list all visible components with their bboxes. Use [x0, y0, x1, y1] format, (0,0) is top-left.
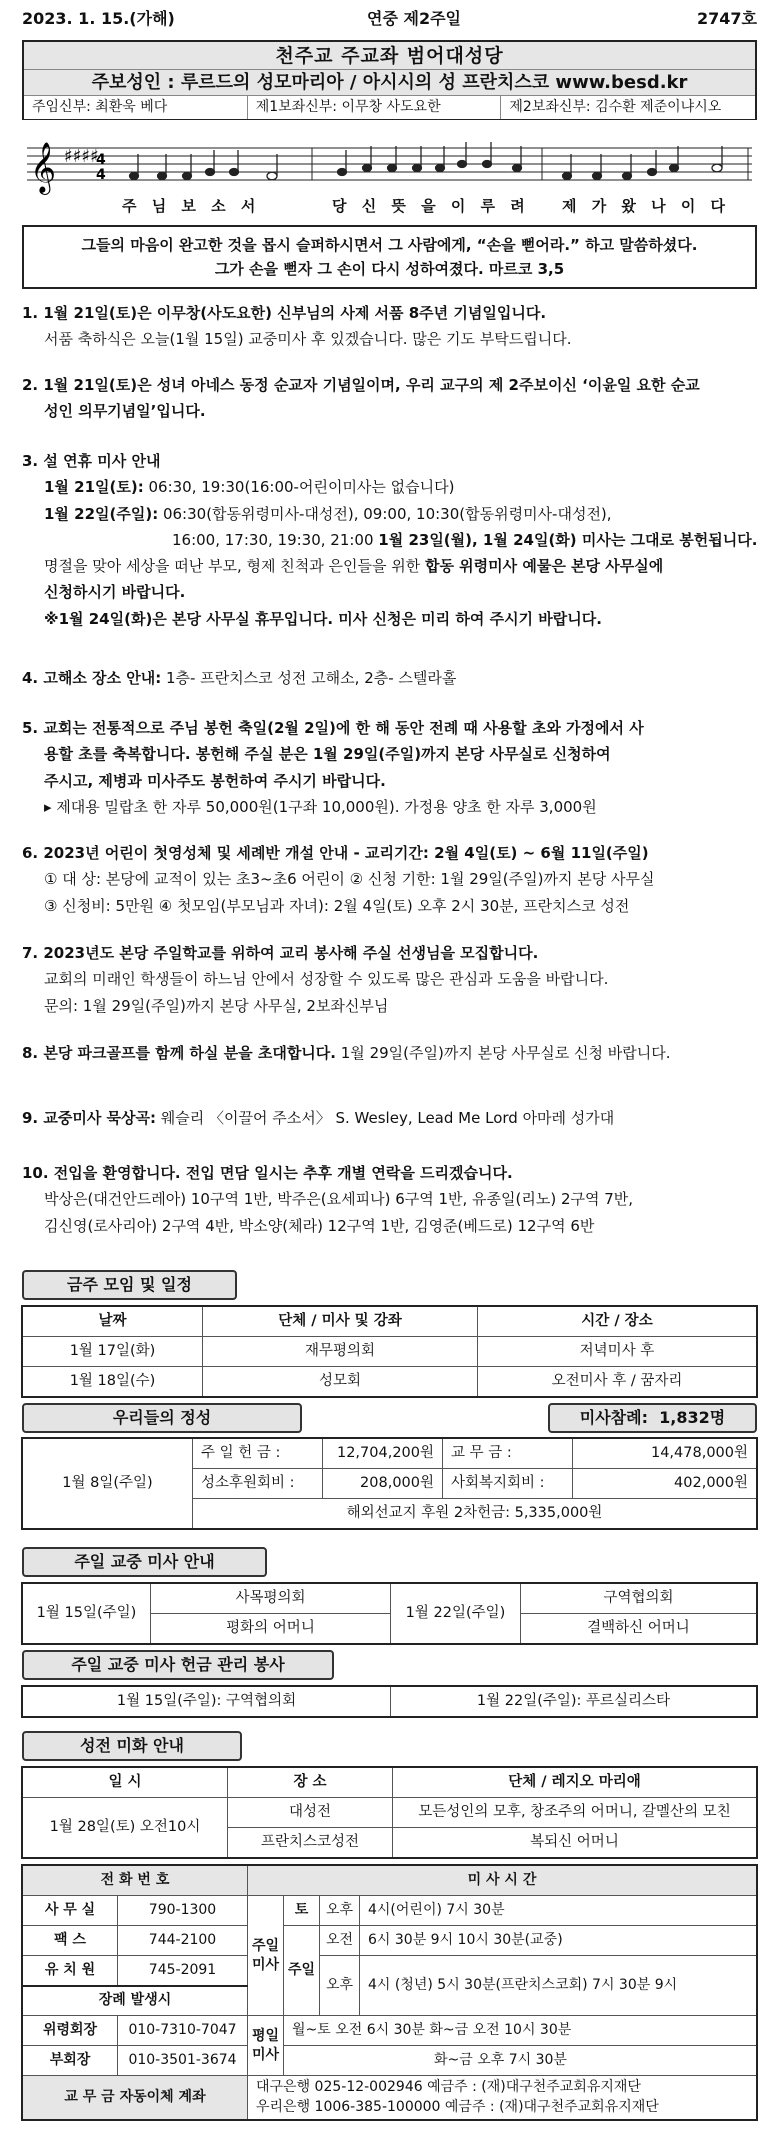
liturgical-week: 연중 제2주일 [367, 9, 461, 28]
table-row: 1월 17일(화) 재무평의회 저녁미사 후 [23, 1337, 757, 1367]
issue-date: 2023. 1. 15.(가해) [22, 9, 175, 28]
issue-number: 2747호 [697, 9, 757, 28]
attendance-box: 미사참례: 1,832명 [548, 1403, 757, 1433]
notice-4: 4. 고해소 장소 안내: 1층- 프란치스코 성전 고해소, 2층- 스텔라홀 [22, 669, 457, 687]
offering-title: 우리들의 정성 [22, 1403, 302, 1433]
notice-10: 10. 전입을 환영합니다. 전입 면담 일시는 추후 개별 연락을 드리겠습니다. 박상은(대건안드레아) 10구역 1반, 박주은(요세피나) 6구역 1반, 유종일(리노) 2구역 7반, 김신영(로사리아) 2구역 4반, 박소양(체라) 12구역 1반, 김영준(베드로) 12구역 6반 [22, 1164, 634, 1235]
bank-account-1: 대구은행 025-12-002946 예금주 : (재)대구천주교회유지재단 [256, 2078, 641, 2095]
cash-table: 1월 15일(주일): 구역협의회 1월 22일(주일): 푸르실리스타 [22, 1686, 757, 1717]
verse-line-2: 그가 손을 뻗자 그 손이 다시 성하여졌다. 마르코 3,5 [214, 260, 565, 278]
issue-header [22, 8, 757, 30]
bank-account-2: 우리은행 1006-385-100000 예금주 : (재)대구천주교회유지재단 [256, 2098, 659, 2115]
mass-guide-title: 주일 교중 미사 안내 [22, 1547, 267, 1577]
assistant-priest-1: 제1보좌신부: 이무창 사도요한 [248, 96, 502, 119]
lyrics-phrase-2: 당 신 뜻 을 이 루 려 [332, 197, 530, 215]
treble-clef-icon: 𝄞 [30, 142, 57, 193]
notice-1: 1. 1월 21일(토)은 이무창(사도요한) 신부님의 사제 서품 8주년 기념일입니다. 서품 축하식은 오늘(1월 15일) 교중미사 후 있겠습니다. 많은 기도 부탁드립니다. [22, 304, 572, 349]
lyrics-phrase-3: 제 가 왔 나 이 다 [562, 197, 731, 215]
notice-6: 6. 2023년 어린이 첫영성체 및 세례반 개설 안내 - 교리기간: 2월 4일(토) ~ 6월 11일(주일) ① 대 상: 본당에 교적이 있는 초3~초6 어린이 ② 신청 기한: 1월 29일(주일)까지 본당 사무실 ③ 신청비: 5만원 ④ 첫모임(부모님과 자녀): 2월 4일(토) 오후 2시 30분, 프란치스코 성전 [22, 844, 655, 915]
pastor: 주임신부: 최환욱 베다 [24, 96, 248, 119]
notice-8: 8. 본당 파크골프를 함께 하실 분을 초대합니다. 1월 29일(주일)까지 본당 사무실로 신청 바랍니다. [22, 1044, 671, 1062]
mass-guide-table: 1월 15일(주일) 사목평의회 1월 22일(주일) 구역협의회 평화의 어머니 결백하신 어머니 [22, 1583, 757, 1644]
parish-title: 천주교 주교좌 범어대성당 [24, 42, 755, 70]
masthead [22, 40, 757, 120]
verse-line-1: 그들의 마음이 완고한 것을 몹시 슬퍼하시면서 그 사람에게, “손을 뻗어라.” 하고 말씀하셨다. [81, 236, 698, 254]
svg-text:4: 4 [96, 167, 106, 183]
beauty-table: 일 시 장 소 단체 / 레지오 마리애 1월 28일(토) 오전10시 대성전 모든성인의 모후, 창조주의 어머니, 갈멜산의 모친 프란치스코성전 복되신 어머니 [22, 1767, 757, 1858]
beauty-title: 성전 미화 안내 [22, 1731, 242, 1761]
gospel-verse [22, 225, 757, 289]
notice-3: 3. 설 연휴 미사 안내 1월 21일(토): 06:30, 19:30(16:00-어린이미사는 없습니다) 1월 22일(주일): 06:30(합동위령미사-대성전), 09:00, 10:30(합동위령미사-대성전), 16:00, 17:30, 19:30, 21:00 1월 23일(월), 1월 24일(화) 미사는 그대로 봉헌됩니다. 명절을 맞아 세상을 떠난 부모, 형제 친척과 은인들을 위한 합동 위령미사 예물은 본당 사무실에 신청하시기 바랍니다. ※1월 24일(화)은 본당 사무실 휴무입니다. 미사 신청은 미리 하여 주시기 바랍니다. [22, 452, 758, 628]
offering-table: 1월 8일(주일) 주 일 헌 금 : 12,704,200원 교 무 금 : 14,478,000원 성소후원회비 : 208,000원 사회복지회비 : 402,000원 해외선교지 후원 2차헌금: 5,335,000원 [22, 1438, 757, 1529]
attendance-value: 1,832명 [659, 1408, 726, 1427]
lyrics-phrase-1: 주 님 보 소 서 [122, 197, 261, 215]
notice-7: 7. 2023년도 본당 주일학교를 위하여 교리 봉사해 주실 선생님을 모집합니다. 교회의 미래인 학생들이 하느님 안에서 성장할 수 있도록 많은 관심과 도움을 바랍니다. 문의: 1월 29일(주일)까지 본당 사무실, 2보좌신부님 [22, 944, 609, 1015]
contact-table: 전 화 번 호 미 사 시 간 사 무 실 790-1300 주일 미사 토 오후 4시(어린이) 7시 30분 팩 스 744-2100 주일 오전 6시 30분 9시 10시 30분(교중) 유 치 원 745-2091 오후 4시 (청년) 5시 30분(프란치스코회) 7시 30분 9시 장례 발생시 위령회장 010-7310-7047 평일 미사 월~토 오전 6시 30분 화~금 오전 10시 30분 부회장 010-3501-3674 화~금 오후 7시 30분 교 무 금 자동이체 계좌 대구은행 025-12-002946 예금주 : (재)대구천주교회유지재단 우리은행 1006-385-100000 예금주 : (재)대구천주교회유지재단 [22, 1865, 757, 2120]
assistant-priest-2: 제2보좌신부: 김수환 제준이냐시오 [501, 96, 755, 119]
notice-5: 5. 교회는 전통적으로 주님 봉헌 축일(2월 2일)에 한 해 동안 전례 때 사용할 초와 가정에서 사 용할 초를 축복합니다. 봉헌해 주실 분은 1월 29일(주일)까지 본당 사무실로 신청하여 주시고, 제병과 미사주도 봉헌하여 주시기 바랍니다. ▸ 제대용 밀랍초 한 자루 50,000원(1구좌 10,000원). 가정용 양초 한 자루 3,000원 [22, 719, 644, 816]
notice-2: 2. 1월 21일(토)은 성녀 아네스 동정 순교자 기념일이며, 우리 교구의 제 2주보이신 ‘이윤일 요한 순교 성인 의무기념일’입니다. [22, 376, 700, 421]
meetings-title: 금주 모임 및 일정 [22, 1270, 237, 1300]
cash-title: 주일 교중 미사 헌금 관리 봉사 [22, 1650, 334, 1680]
offering-date: 1월 8일(주일) [23, 1439, 193, 1529]
patron-saints: 주보성인 : 루르드의 성모마리아 / 아시시의 성 프란치스코 www.besd.kr [24, 70, 755, 96]
svg-text:♯♯♯♯: ♯♯♯♯ [64, 146, 99, 167]
notice-9: 9. 교중미사 묵상곡: 웨슬리 〈이끌어 주소서〉 S. Wesley, Lead Me Lord 아마레 성가대 [22, 1109, 615, 1127]
clergy-row [24, 96, 755, 119]
table-row: 1월 18일(수) 성모회 오전미사 후 / 꿈자리 [23, 1367, 757, 1397]
meetings-table: 날짜 단체 / 미사 및 강좌 시간 / 장소 1월 17일(화) 재무평의회 저녁미사 후 1월 18일(수) 성모회 오전미사 후 / 꿈자리 [22, 1306, 757, 1397]
svg-text:4: 4 [96, 152, 106, 168]
